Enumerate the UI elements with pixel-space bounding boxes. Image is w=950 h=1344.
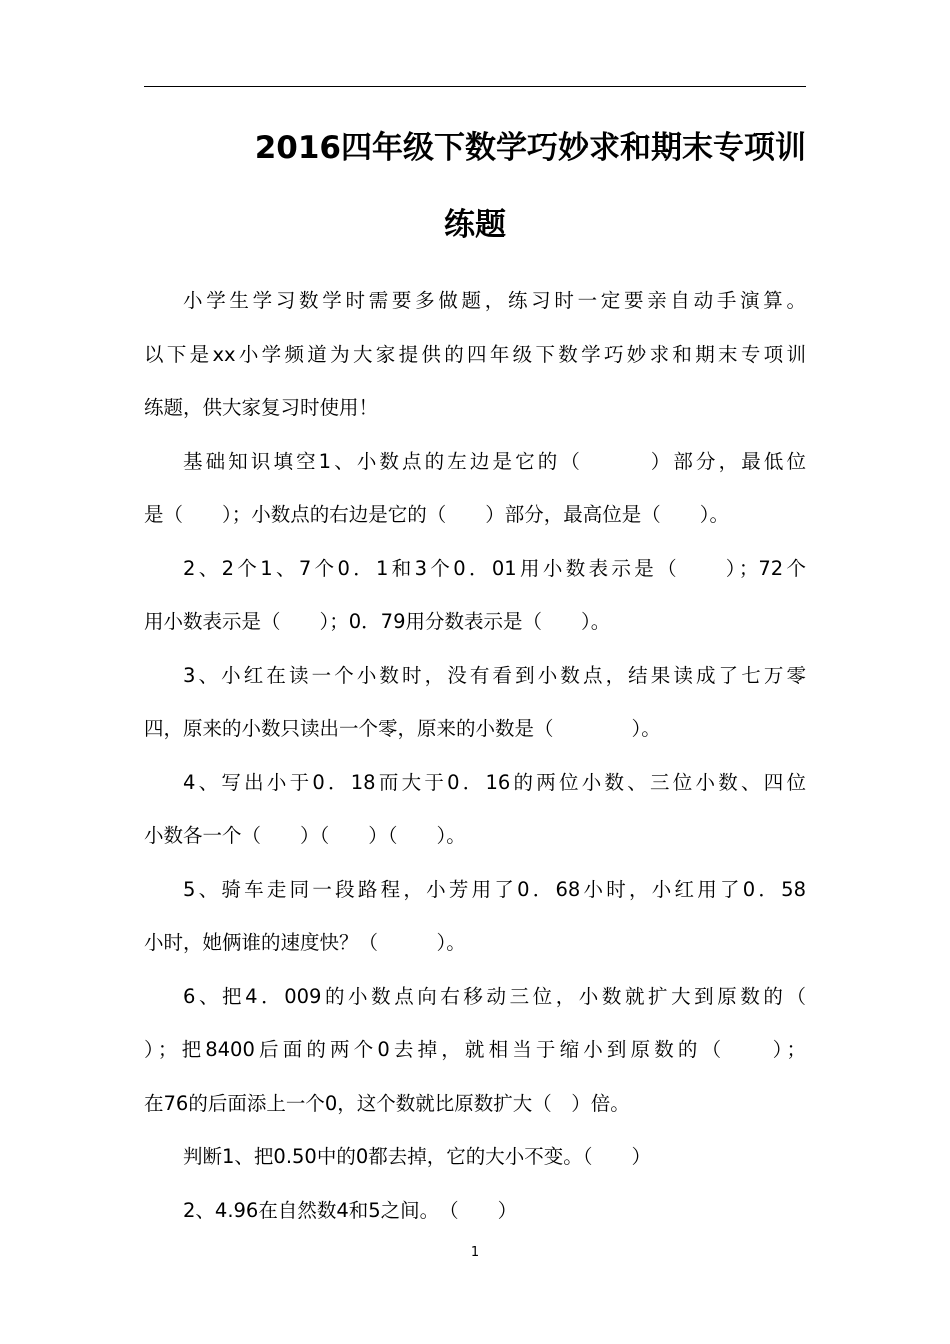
text-line: 基础知识填空1、小数点的左边是它的（ ）部分，最低位 — [183, 449, 806, 473]
text-line: 小学生学习数学时需要多做题，练习时一定要亲自动手演算。 — [183, 289, 806, 312]
text-line: 是（ ）；小数点的右边是它的（ ）部分，最高位是（ ）。 — [144, 503, 730, 526]
header-rule — [144, 86, 806, 87]
paragraph-question-3 — [144, 649, 806, 756]
paragraph-intro — [144, 274, 806, 435]
document-title-line-2: 练题 — [444, 207, 506, 243]
text-line: 以下是xx小学频道为大家提供的四年级下数学巧妙求和期末专项训 — [144, 342, 806, 366]
paragraph-question-6 — [144, 970, 806, 1131]
document-title-line-1: 2016四年级下数学巧妙求和期末专项训 — [254, 130, 806, 166]
paragraph-question-1 — [144, 435, 806, 542]
text-line: 在76的后面添上一个0，这个数就比原数扩大（ ）倍。 — [144, 1091, 630, 1115]
text-line: 5、骑车走同一段路程，小芳用了0．68小时，小红用了0．58 — [183, 877, 806, 901]
text-line: 小数各一个（ ）（ ）（ ）。 — [144, 824, 466, 847]
paragraph-judge-1 — [144, 1130, 806, 1184]
text-line: 判断1、把0.50中的0都去掉，它的大小不变。（ ） — [183, 1145, 651, 1168]
paragraph-question-2 — [144, 542, 806, 649]
text-line: 3、小红在读一个小数时，没有看到小数点，结果读成了七万零 — [183, 663, 806, 687]
text-line: 6、把4．009的小数点向右移动三位，小数就扩大到原数的（ — [183, 984, 806, 1008]
text-line: 练题，供大家复习时使用！ — [144, 396, 379, 419]
paragraph-question-5 — [144, 863, 806, 970]
text-line: 2、4.96在自然数4和5之间。 （ ） — [183, 1198, 518, 1222]
paragraph-question-4 — [144, 756, 806, 863]
paragraph-judge-2 — [144, 1184, 806, 1238]
text-line: 小时，她俩谁的速度快？（ ）。 — [144, 931, 466, 954]
text-line: 2、2个1、7个0．1和3个0．01用小数表示是（ ）；72个 — [183, 556, 806, 580]
text-line: 4、写出小于0．18而大于0．16的两位小数、三位小数、四位 — [183, 770, 806, 794]
text-line: ）；把8400后面的两个0去掉，就相当于缩小到原数的（ ）； — [144, 1038, 806, 1061]
document-body — [144, 274, 806, 1237]
text-line: 用小数表示是（ ）；0．79用分数表示是（ ）。 — [144, 610, 611, 633]
page-number: 1 — [470, 1245, 480, 1260]
text-line: 四，原来的小数只读出一个零，原来的小数是（ ）。 — [144, 717, 661, 740]
